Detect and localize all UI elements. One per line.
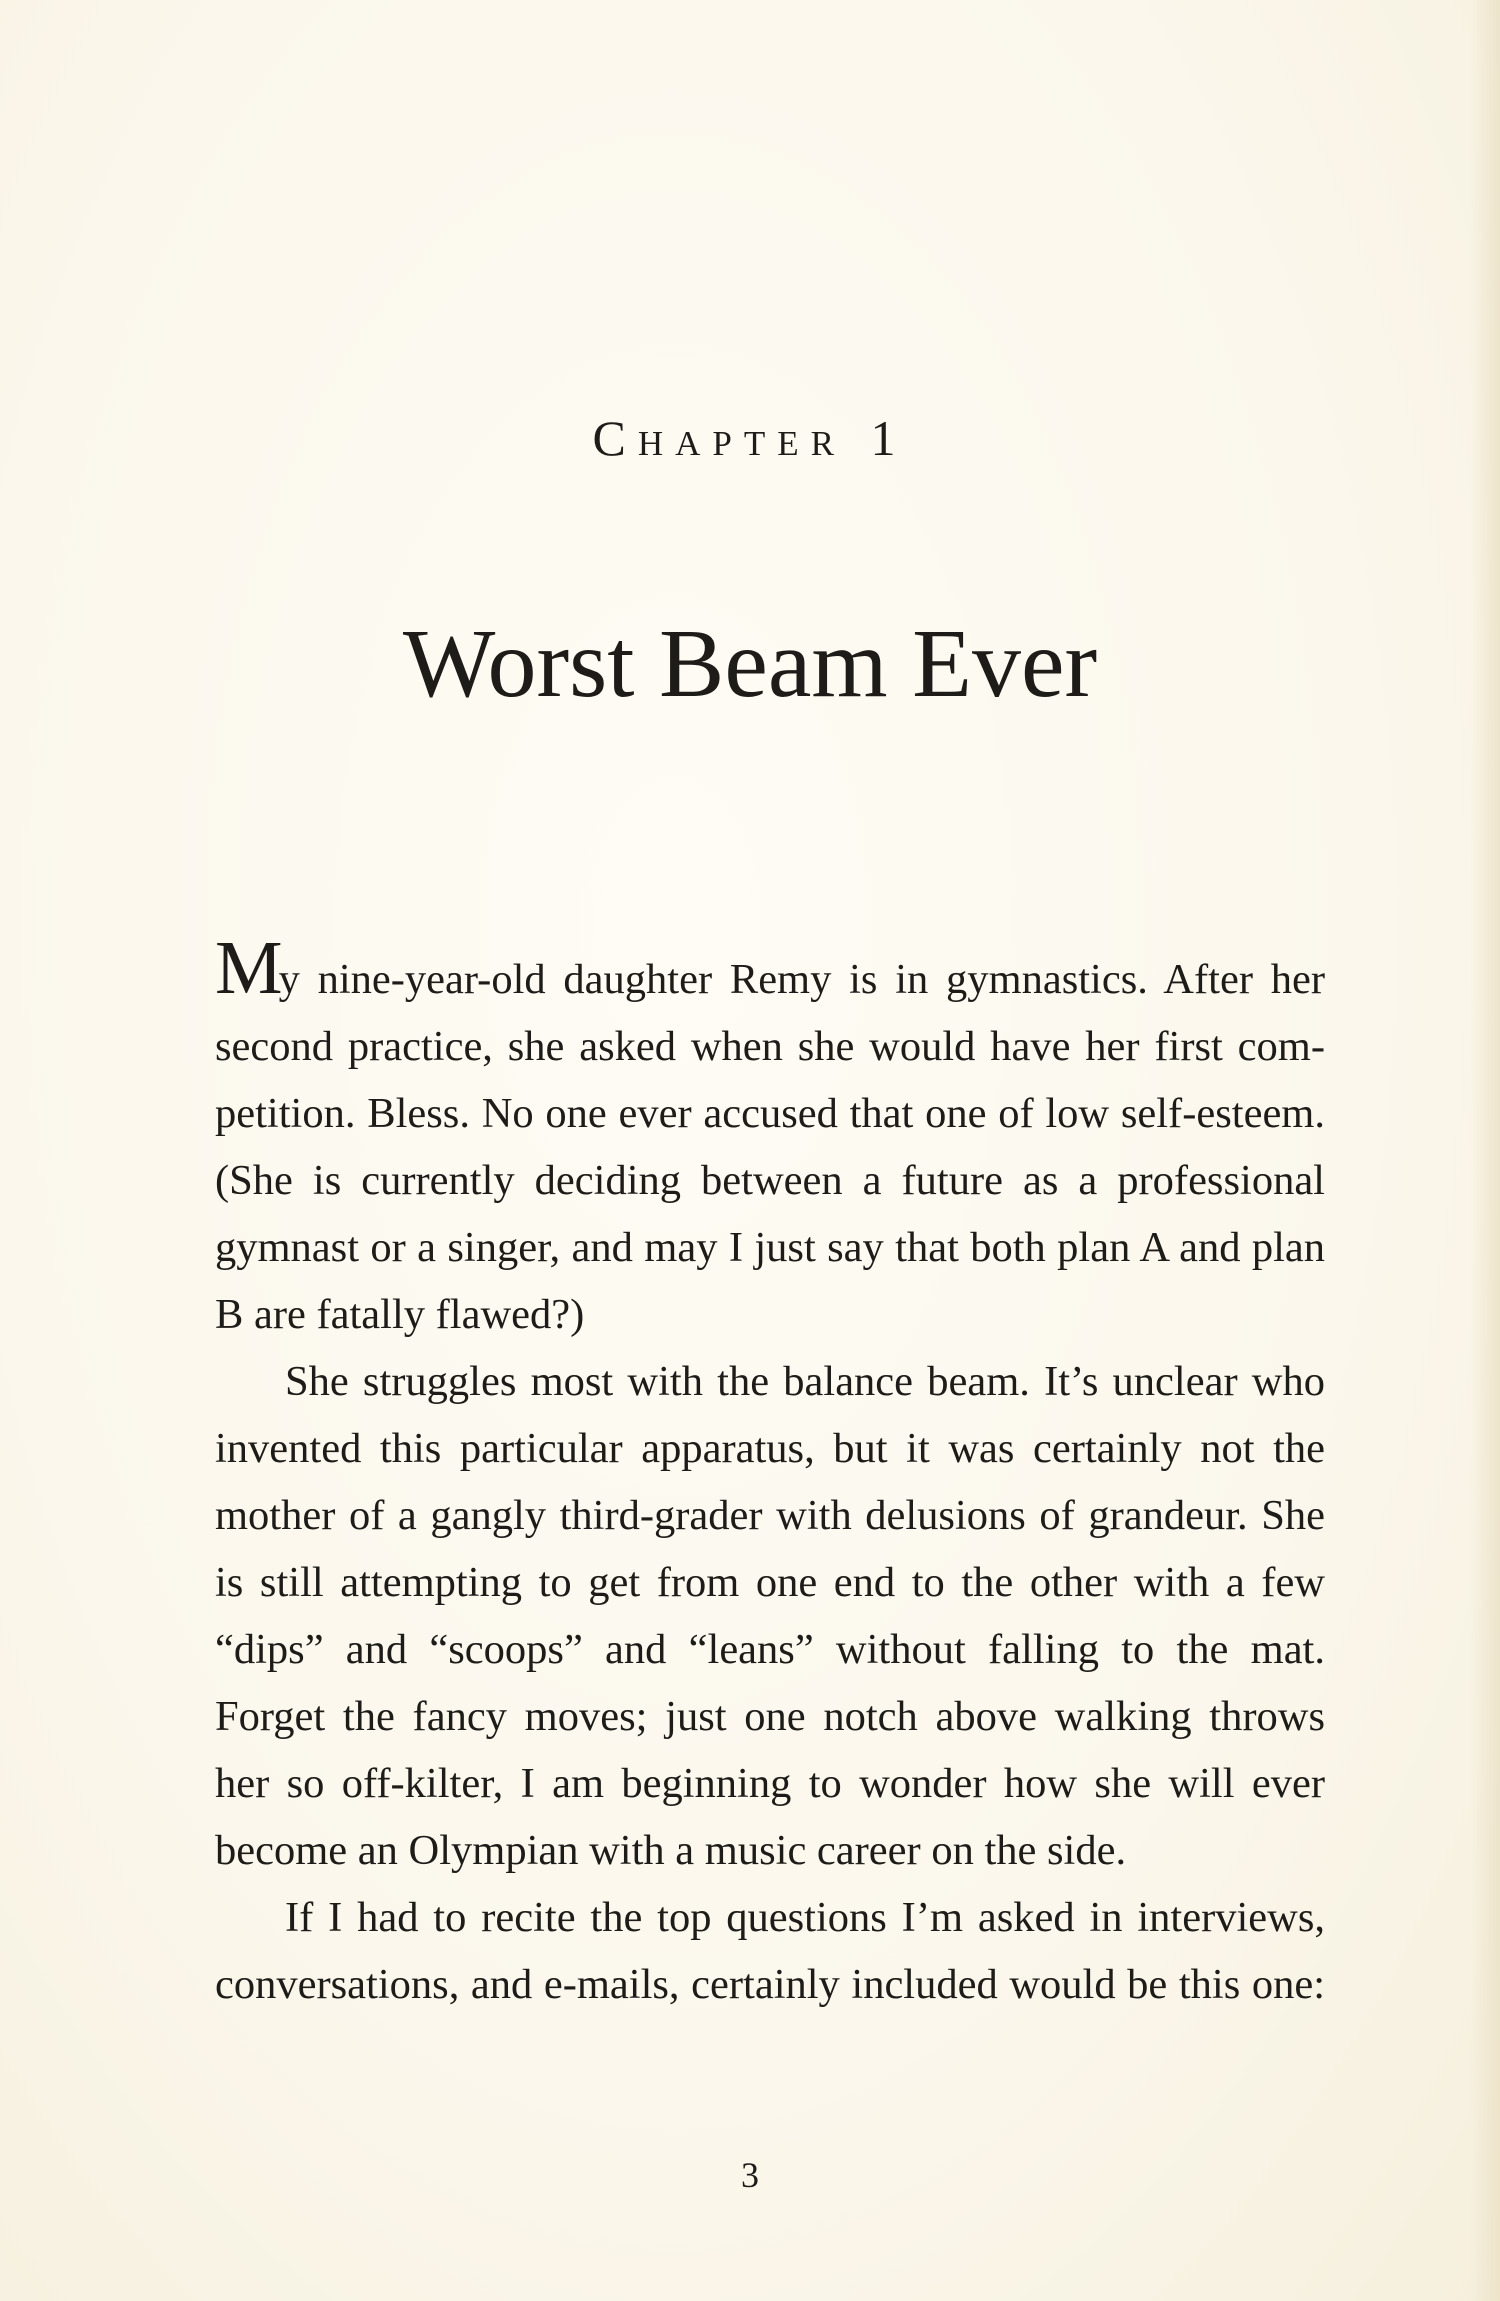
chapter-body — [215, 926, 1325, 2018]
page-number: 3 — [741, 2155, 759, 2195]
drop-cap-initial: M — [215, 926, 279, 1010]
chapter-label: Chapter 1 — [592, 410, 908, 466]
paragraph-1-text: y nine-year-old daughter Remy is in gymnastics. After her second practice, she asked when she would have her first competition. Bless. No one ever accused that one of low self-esteem. (She is currently deciding between a future as a professional gymnast or a singer, and may I just say that both plan A and plan B are fatally flawed?) — [215, 956, 1325, 1338]
paragraph-1 — [215, 926, 1325, 1348]
paragraph-3: If I had to recite the top questions I’m asked in interviews, conversations, and e-mails, certainly included would be this one: — [215, 1894, 1325, 2008]
page-edge-shadow — [1470, 0, 1500, 2301]
paragraph-2: She struggles most with the balance beam. It’s unclear who invented this particular apparatus, but it was certainly not the mother of a gangly third-grader with delusions of grandeur. She is still attempting to get from one end to the other with a few “dips” and “scoops” and “leans” without falling to the mat. Forget the fancy moves; just one notch above walking throws her so off-kilter, I am beginning to wonder how she will ever become an Olympian with a music career on the side. — [215, 1358, 1325, 1874]
chapter-title: Worst Beam Ever — [402, 610, 1098, 718]
